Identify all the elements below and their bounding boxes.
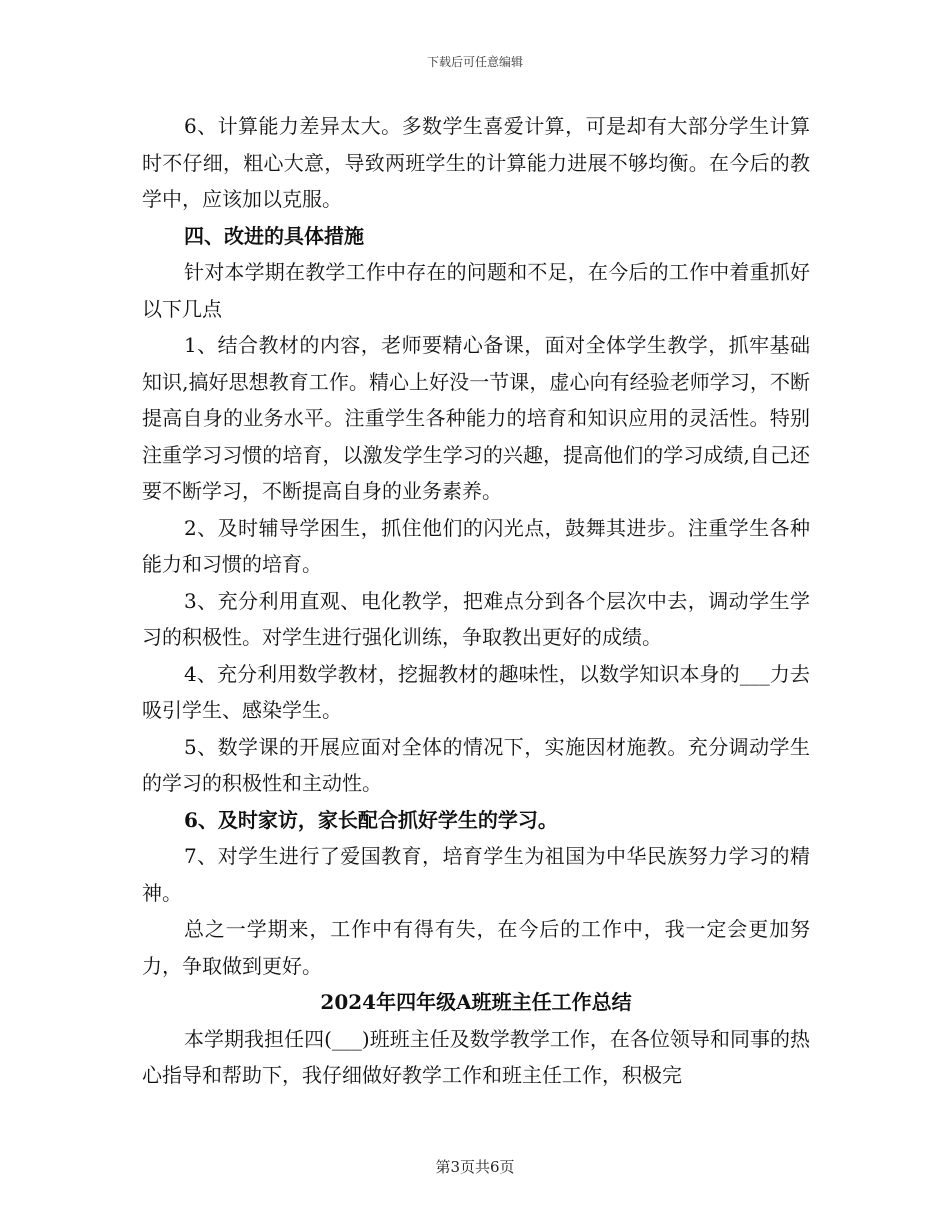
section-heading-improvements: 四、改进的具体措施 — [184, 223, 364, 248]
paragraph-item-7: 7、对学生进行了爱国教育，培育学生为祖国为中华民族努力学习的精神。 — [142, 844, 810, 905]
paragraph-conclusion: 总之一学期来，工作中有得有失，在今后的工作中，我一定会更加努力，争取做到更好。 — [142, 917, 810, 978]
paragraph-intro: 针对本学期在教学工作中存在的问题和不足，在今后的工作中着重抓好以下几点 — [142, 260, 810, 321]
paragraph-item-6: 6、及时家访，家长配合抓好学生的学习。 — [184, 807, 558, 832]
paragraph-item-3: 3、充分利用直观、电化教学，把难点分到各个层次中去，调动学生学习的积极性。对学生进行强化训练，争取教出更好的成绩。 — [142, 588, 810, 649]
section-title: 2024年四年级A班班主任工作总结 — [320, 990, 632, 1014]
paragraph-calc-ability: 6、计算能力差异太大。多数学生喜爱计算，可是却有大部分学生计算时不仔细，粗心大意，导致两班学生的计算能力进展不够均衡。在今后的教学中，应该加以克服。 — [142, 114, 810, 211]
paragraph-item-1: 1、结合教材的内容，老师要精心备课，面对全体学生教学，抓牢基础知识,搞好思想教育工作。精心上好没一节课，虚心向有经验老师学习，不断提高自身的业务水平。注重学生各种能力的培育和知识应用的灵活性。特别注重学习习惯的培育，以激发学生学习的兴趣，提高他们的学习成绩,自己还要不断学习，不断提高自身的业务素养。 — [142, 333, 810, 503]
paragraph-item-4: 4、充分利用数学教材，挖掘教材的趣味性，以数学知识本身的___力去吸引学生、感染学生。 — [142, 661, 810, 722]
document-body — [142, 108, 810, 1094]
paragraph-item-5: 5、数学课的开展应面对全体的情况下，实施因材施教。充分调动学生的学习的积极性和主动性。 — [142, 734, 810, 795]
paragraph-section-intro: 本学期我担任四(___)班班主任及数学教学工作，在各位领导和同事的热心指导和帮助下，我仔细做好教学工作和班主任工作，积极完 — [142, 1026, 810, 1087]
paragraph-item-2: 2、及时辅导学困生，抓住他们的闪光点，鼓舞其进步。注重学生各种能力和习惯的培育。 — [142, 515, 810, 576]
page-footer: 第3页共6页 — [435, 1158, 515, 1176]
page-header: 下载后可任意编辑 — [426, 55, 523, 69]
